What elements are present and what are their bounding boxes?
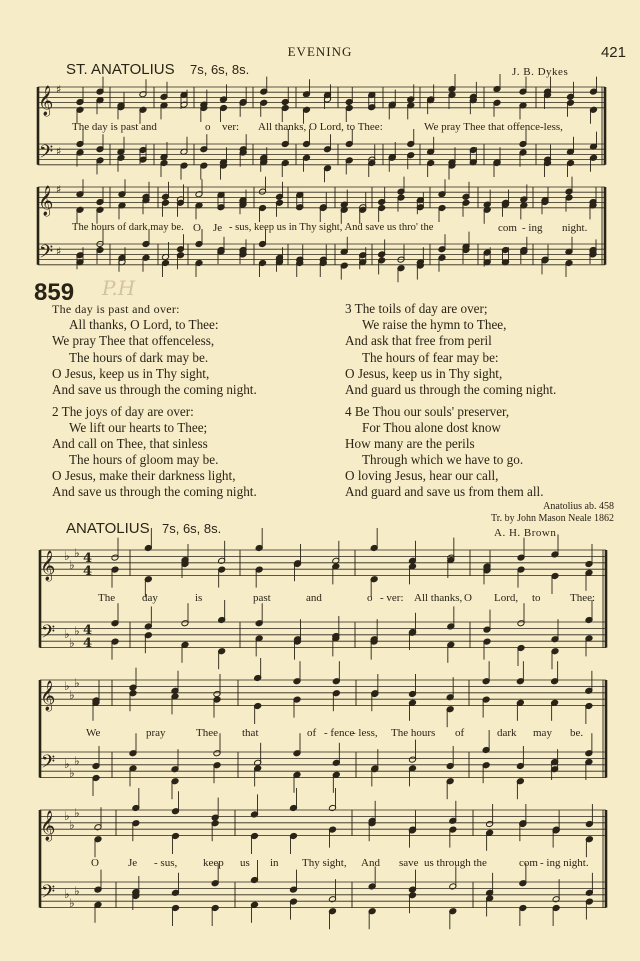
stanza2-line5: O Jesus, make their darkness light, [52,468,236,483]
sharp-sign: ♯ [56,245,62,258]
tune1-lyric-1d: All thanks, O Lord, to Thee: [258,121,383,133]
tune2-lyric-word: O [91,857,99,869]
tune2-lyric-word: - fence [324,727,355,739]
tune2-lyric-word: Lord, [494,592,519,604]
tune2-lyric-word: We [86,727,101,739]
flat-sign: ♭ [74,624,80,638]
stanza3-line1: 3 The toils of day are over; [345,301,488,316]
tune2-lyric-word: And [361,857,380,869]
tune2-lyric-word: Thee: [570,592,596,604]
sharp-sign: ♯ [56,183,62,196]
tune2-lyric-word: be. [570,727,584,739]
flat-sign: ♭ [64,679,70,693]
tune1-lyric-2c: Je [213,222,223,234]
tune2-meter: 7s, 6s, 8s. [162,521,222,536]
bass-clef: 𝄢 [39,242,54,267]
flat-sign: ♭ [69,766,75,780]
tune1-lyric-2g: night. [562,222,588,234]
flat-sign: ♭ [74,676,80,690]
sharp-sign: ♯ [56,83,62,96]
flat-sign: ♭ [74,806,80,820]
tune1-name: ST. ANATOLIUS [66,61,175,78]
tune2-name: ANATOLIUS [66,520,150,537]
tune2-lyric-word: day [142,592,158,604]
bass-clef: 𝄢 [41,882,56,907]
tune1-lyric-1c: ver: [222,121,240,133]
flat-sign: ♭ [74,546,80,560]
tune2-lyric-word: - ver: [380,592,404,604]
tune2-lyric-word: Thy sight, [302,857,347,869]
stanza1-line4: The hours of dark may be. [69,350,209,365]
tune2-lyric-word: that [242,727,259,739]
running-head: EVENING [287,44,353,59]
tune2-lyric-word: dark [497,727,517,739]
tune2-lyric-word: com [519,857,538,869]
stanza1-line5: O Jesus, keep us in Thy sight, [52,366,210,381]
bass-clef: 𝄢 [39,142,54,167]
tune2-lyric-word: may [533,727,552,739]
tune1-lyric-2a: The hours of dark may be. [72,222,184,233]
time-signature: 4 [83,564,93,579]
attribution-author: Anatolius ab. 458 [543,501,614,512]
tune2-lyric-word: - sus, [154,857,178,869]
tune2-composer: A. H. Brown [494,527,557,539]
stanza4-line6: And guard and save us from them all. [345,484,544,499]
tune2-lyric-word: past [253,592,271,604]
stanza3-line6: And guard us through the coming night. [345,382,557,397]
treble-clef: 𝄞 [38,186,54,216]
flat-sign: ♭ [64,627,70,641]
stanza1-line6: And save us through the coming night. [52,382,257,397]
stanza2-line4: The hours of gloom may be. [69,452,219,467]
treble-clef: 𝄞 [40,551,56,581]
tune1-lyric-1a: The day is past and [72,121,157,133]
tune2-lyric-word: save [399,857,419,869]
hymn-number: 859 [34,279,75,306]
tune1-composer: J. B. Dykes [512,66,569,78]
sharp-sign: ♯ [56,145,62,158]
tune1-lyric-1e: We pray Thee that offence-less, [424,121,563,133]
time-signature: 4 [83,623,93,638]
tune2-lyric-word: and [306,592,322,604]
tune2-lyric-word: O [464,592,472,604]
flat-sign: ♭ [69,688,75,702]
tune1-lyric-1b: o [205,121,211,133]
tune2-lyric-word: pray [146,727,166,739]
tune2-lyric-word: Thee [196,727,218,739]
stanza3-line4: The hours of fear may be: [362,350,499,365]
tune2-lyric-word: of [455,727,465,739]
tune2-lyric-word: - less, [352,727,378,739]
stanza4-line4: Through which we have to go. [362,452,524,467]
tune2-lyric-word: is [195,592,203,604]
stanza3-line3: And ask that free from peril [345,333,492,348]
time-signature: 4 [83,636,93,651]
page-number: 421 [600,44,626,61]
tune1-lyric-2d: - sus, keep us in Thy sight, And save us thro' the [229,222,434,233]
stanza4-line5: O loving Jesus, hear our call, [345,468,499,483]
stanza2-line6: And save us through the coming night. [52,484,257,499]
tune1-lyric-2f: - ing [522,222,543,234]
tune2-lyric-word: keep [203,857,224,869]
tune2-lyric-word: us through the [424,857,487,869]
stanza2-line2: We lift our hearts to Thee; [69,420,208,435]
treble-clef: 𝄞 [40,811,56,841]
tune1-lyric-2e: com [498,222,517,234]
bass-clef: 𝄢 [41,752,56,777]
attribution-translator: Tr. by John Mason Neale 1862 [491,513,614,524]
treble-clef: 𝄞 [38,86,54,116]
stanza4-line2: For Thou alone dost know [362,420,501,435]
stanza3-line5: O Jesus, keep us in Thy sight, [345,366,503,381]
tune2-lyric-word: Je [128,857,138,869]
flat-sign: ♭ [64,887,70,901]
treble-clef: 𝄞 [40,681,56,711]
stanza2-line1: 2 The joys of day are over: [52,404,194,419]
stanza1-line1: The day is past and over: [52,302,180,316]
tune2-lyric-word: in [270,857,279,869]
tune2-lyric-word: The [98,592,116,604]
flat-sign: ♭ [69,636,75,650]
time-signature: 4 [83,551,93,566]
tune2-lyric-word: o [367,592,373,604]
tune1-lyric-2b: O [193,222,201,234]
flat-sign: ♭ [69,818,75,832]
pencil-mark: P.H [102,276,136,300]
flat-sign: ♭ [69,896,75,910]
flat-sign: ♭ [64,809,70,823]
flat-sign: ♭ [69,558,75,572]
tune2-lyric-word: All thanks, [414,592,463,604]
tune2-lyric-word: to [532,592,541,604]
flat-sign: ♭ [74,754,80,768]
bass-clef: 𝄢 [41,622,56,647]
stanza4-line1: 4 Be Thou our souls' preserver, [345,404,510,419]
tune1-meter: 7s, 6s, 8s. [190,62,250,77]
flat-sign: ♭ [64,549,70,563]
stanza3-line2: We raise the hymn to Thee, [362,317,507,332]
tune2-lyric-word: us [240,857,250,869]
stanza4-line3: How many are the perils [345,436,475,451]
stanza1-line3: We pray Thee that offenceless, [52,333,215,348]
stanza2-line3: And call on Thee, that sinless [52,436,208,451]
tune2-lyric-word: The hours [391,727,436,739]
flat-sign: ♭ [74,884,80,898]
tune2-lyric-word: of [307,727,317,739]
stanza1-line2: All thanks, O Lord, to Thee: [69,317,219,332]
tune2-lyric-word: - ing night. [540,857,589,869]
flat-sign: ♭ [64,757,70,771]
